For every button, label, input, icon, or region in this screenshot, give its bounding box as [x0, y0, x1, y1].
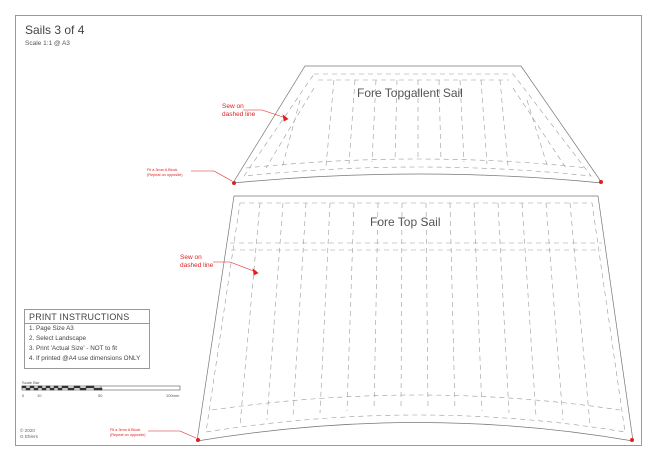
page-title: Sails 3 of 4	[25, 23, 85, 37]
scale-bar-tick: 50	[98, 393, 103, 398]
scale-bar-tick: 10	[37, 393, 42, 398]
scale-bar	[22, 386, 180, 390]
instruction-item: 4. If printed @A4 use dimensions ONLY	[29, 355, 141, 362]
topgallant-sail-outline	[233, 66, 602, 183]
top-sail-outline	[197, 196, 633, 441]
instruction-item: 2. Select Landscape	[29, 335, 87, 342]
scale-note: Scale 1:1 @ A3	[25, 40, 70, 47]
instruction-item: 1. Page Size A3	[29, 325, 74, 332]
sew-note-line1: Sew on	[222, 103, 244, 110]
block-note-topgallant	[147, 168, 182, 177]
sew-note-line2: dashed line	[180, 262, 214, 269]
scale-bar-tick: 100mm	[166, 393, 180, 398]
block-note-line1: Fit a 3mm A Block	[110, 428, 141, 432]
block-note-line2: (Repeat on opposite)	[147, 172, 183, 177]
print-instructions-box	[24, 309, 150, 369]
sew-note-line2: dashed line	[222, 111, 256, 118]
block-note-line2: (Repeat on opposite)	[110, 432, 146, 437]
sew-note-topsail	[180, 254, 213, 270]
block-note-topsail	[110, 428, 145, 437]
sew-note-line1: Sew on	[180, 254, 202, 261]
topgallant-block-markers	[232, 180, 603, 185]
sew-note-topgallant	[222, 103, 255, 119]
top-sail-seams	[206, 203, 625, 432]
author: G Ehlers	[20, 434, 38, 439]
top-sail-block-markers	[196, 438, 634, 442]
print-instructions-title: PRINT INSTRUCTIONS	[25, 310, 149, 324]
scale-bar-tick: 0	[22, 393, 25, 398]
copyright: © 2020	[20, 428, 35, 433]
instruction-item: 3. Print 'Actual Size' - NOT to fit	[29, 345, 118, 352]
scale-bar-title: Scale Bar	[22, 380, 40, 385]
top-sail-label: Fore Top Sail	[370, 215, 441, 229]
block-note-line1: Fit a 3mm A Block	[147, 168, 178, 172]
topgallant-sail-label: Fore Topgallent Sail	[357, 86, 463, 100]
